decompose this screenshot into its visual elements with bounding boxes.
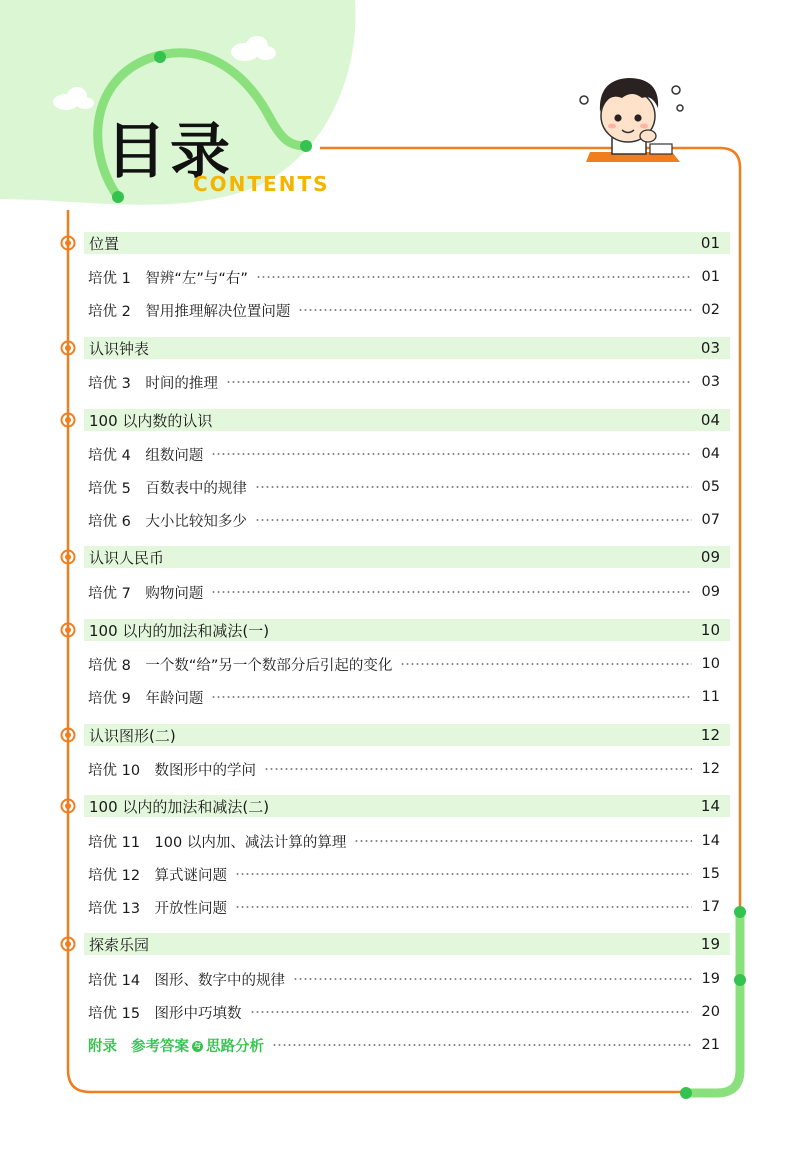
toc-entry[interactable] bbox=[88, 266, 720, 288]
toc-entry[interactable] bbox=[88, 581, 720, 603]
page-subtitle: CONTENTS bbox=[193, 172, 330, 196]
target-icon bbox=[60, 340, 76, 356]
toc-section-label: 认识钟表 bbox=[89, 339, 150, 358]
toc-appendix-label bbox=[88, 1035, 264, 1056]
toc-entry-label: 培优 3 时间的推理 bbox=[88, 375, 218, 392]
dotted-leader bbox=[293, 978, 692, 980]
toc-page-number: 19 bbox=[700, 935, 720, 953]
toc-section[interactable] bbox=[84, 724, 730, 746]
dotted-leader bbox=[211, 696, 692, 698]
target-icon bbox=[60, 235, 76, 251]
toc-section[interactable] bbox=[84, 619, 730, 641]
toc-page-number: 15 bbox=[701, 866, 720, 882]
target-icon bbox=[60, 622, 76, 638]
toc-entry-label: 培优 15 图形中巧填数 bbox=[88, 1005, 242, 1022]
toc-entry-label: 培优 2 智用推理解决位置问题 bbox=[88, 303, 291, 320]
toc-page-number: 01 bbox=[701, 269, 720, 285]
toc-entry[interactable] bbox=[88, 653, 720, 675]
toc-page-number: 07 bbox=[701, 512, 720, 528]
appendix-prefix: 附录 bbox=[88, 1038, 117, 1055]
toc-entry-label: 培优 8 一个数“给”另一个数部分后引起的变化 bbox=[88, 657, 393, 674]
target-icon bbox=[60, 936, 76, 952]
toc-entry-label: 培优 4 组数问题 bbox=[88, 447, 204, 464]
toc-section[interactable] bbox=[84, 337, 730, 359]
toc-page-number: 20 bbox=[701, 1004, 720, 1020]
toc-page-number: 04 bbox=[701, 446, 720, 462]
toc-entry-label: 培优 5 百数表中的规律 bbox=[88, 480, 247, 497]
dotted-leader bbox=[226, 381, 692, 383]
toc-entry-label: 培优 13 开放性问题 bbox=[88, 900, 228, 917]
dotted-leader bbox=[235, 873, 692, 875]
toc-entry-label: 培优 14 图形、数字中的规律 bbox=[88, 972, 286, 989]
toc-section-label: 100 以内的加法和减法(二) bbox=[89, 797, 270, 816]
target-icon bbox=[60, 549, 76, 565]
dotted-leader bbox=[256, 276, 692, 278]
toc-entry[interactable] bbox=[88, 299, 720, 321]
dotted-leader bbox=[400, 663, 692, 665]
toc-entry[interactable] bbox=[88, 476, 720, 498]
toc-section-label: 位置 bbox=[89, 234, 120, 253]
toc-entry-label: 培优 10 数图形中的学问 bbox=[88, 762, 257, 779]
toc-entry[interactable] bbox=[88, 1001, 720, 1023]
toc-page-number: 10 bbox=[700, 621, 720, 639]
toc-page-number: 02 bbox=[701, 302, 720, 318]
toc-entry[interactable] bbox=[88, 686, 720, 708]
toc-page-number: 12 bbox=[701, 761, 720, 777]
appendix-title: 参考答案 bbox=[131, 1038, 189, 1055]
toc-section[interactable] bbox=[84, 795, 730, 817]
target-icon bbox=[60, 798, 76, 814]
dotted-leader bbox=[211, 453, 692, 455]
target-icon bbox=[60, 412, 76, 428]
toc-page-number: 21 bbox=[701, 1037, 720, 1053]
toc-section[interactable] bbox=[84, 409, 730, 431]
toc-entry[interactable] bbox=[88, 863, 720, 885]
toc-appendix-entry[interactable] bbox=[88, 1034, 720, 1056]
toc-section-label: 100 以内的加法和减法(一) bbox=[89, 621, 270, 640]
dotted-leader bbox=[255, 519, 692, 521]
toc-page-number: 05 bbox=[701, 479, 720, 495]
toc-page-number: 09 bbox=[700, 548, 720, 566]
toc-entry-label: 培优 1 智辨“左”与“右” bbox=[88, 270, 248, 287]
dotted-leader bbox=[298, 309, 692, 311]
dotted-leader bbox=[250, 1011, 692, 1013]
dotted-leader bbox=[235, 906, 692, 908]
toc-page-number: 11 bbox=[701, 689, 720, 705]
toc-page-number: 04 bbox=[700, 411, 720, 429]
toc-section[interactable] bbox=[84, 933, 730, 955]
dotted-leader bbox=[255, 486, 692, 488]
toc-page-number: 09 bbox=[701, 584, 720, 600]
toc-page-number: 10 bbox=[701, 656, 720, 672]
toc-section-label: 探索乐园 bbox=[89, 935, 150, 954]
target-icon bbox=[60, 727, 76, 743]
boy-mascot-illustration bbox=[576, 68, 686, 166]
toc-entry-label: 培优 11 100 以内加、减法计算的算理 bbox=[88, 834, 347, 851]
toc-entry[interactable] bbox=[88, 371, 720, 393]
toc-section-label: 认识人民币 bbox=[89, 548, 165, 567]
toc-section-label: 认识图形(二) bbox=[89, 726, 176, 745]
toc-page-number: 17 bbox=[701, 899, 720, 915]
toc-entry[interactable] bbox=[88, 830, 720, 852]
toc-page-number: 03 bbox=[701, 374, 720, 390]
toc-entry[interactable] bbox=[88, 758, 720, 780]
dotted-leader bbox=[264, 768, 692, 770]
toc-page-number: 14 bbox=[700, 797, 720, 815]
dotted-leader bbox=[272, 1044, 692, 1046]
appendix-suffix: 思路分析 bbox=[206, 1038, 264, 1055]
toc-entry[interactable] bbox=[88, 443, 720, 465]
page-title: 目录 bbox=[106, 117, 234, 187]
toc-entry[interactable] bbox=[88, 509, 720, 531]
dotted-leader bbox=[354, 840, 692, 842]
toc-page-number: 19 bbox=[701, 971, 720, 987]
toc-entry[interactable] bbox=[88, 968, 720, 990]
toc-entry[interactable] bbox=[88, 896, 720, 918]
and-badge: 与 bbox=[194, 1042, 201, 1050]
toc-page-number: 12 bbox=[700, 726, 720, 744]
toc-page-number: 14 bbox=[701, 833, 720, 849]
toc-page-number: 01 bbox=[700, 234, 720, 252]
toc-section-label: 100 以内数的认识 bbox=[89, 411, 213, 430]
toc-section[interactable] bbox=[84, 232, 730, 254]
dotted-leader bbox=[211, 591, 692, 593]
toc-section[interactable] bbox=[84, 546, 730, 568]
toc-entry-label: 培优 12 算式谜问题 bbox=[88, 867, 228, 884]
toc-page-number: 03 bbox=[700, 339, 720, 357]
toc-entry-label: 培优 6 大小比较知多少 bbox=[88, 513, 247, 530]
toc-entry-label: 培优 9 年龄问题 bbox=[88, 690, 204, 707]
toc-entry-label: 培优 7 购物问题 bbox=[88, 585, 204, 602]
